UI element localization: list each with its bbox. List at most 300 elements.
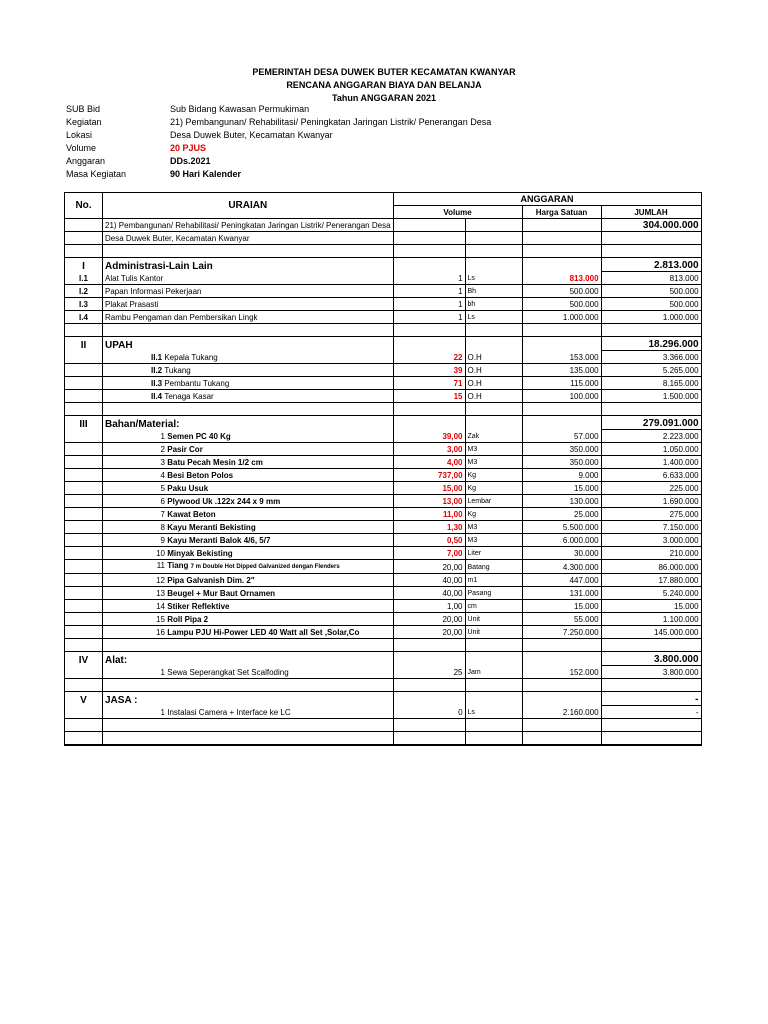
item-unit: Ls [465,706,522,719]
item-label: Batu Pecah Mesin 1/2 cm [167,458,263,467]
meta-value: 20 PJUS [170,143,207,153]
item-price: 9.000 [522,469,601,482]
cell [465,337,522,351]
cell [601,403,701,416]
cell [65,706,103,719]
item-number: 1 [160,708,165,717]
item-price: 813.000 [522,272,601,285]
item-number: 16 [156,628,165,637]
item-label: Tiang [167,561,189,570]
grand-total: 304.000.000 [601,219,701,232]
cell [393,692,465,706]
item-number: 6 [160,497,165,506]
activity-name: 21) Pembangunan/ Rehabilitasi/ Peningkatan Jaringan Listrik/ Penerangan Desa [103,219,394,232]
cell [393,245,465,258]
cell [393,639,465,652]
item-name [103,364,394,377]
col-uraian-header: URAIAN [103,193,394,219]
cell [522,719,601,732]
table-row [65,324,702,337]
item-unit: Bh [465,285,522,298]
cell [65,456,103,469]
item-name [103,521,394,534]
item-name [103,469,394,482]
item-price: 115.000 [522,377,601,390]
item-volume: 40,00 [393,587,465,600]
cell [465,245,522,258]
item-label: Tukang [164,366,191,375]
section-number: II [65,337,103,351]
item-name [103,534,394,547]
item-label: Tenaga Kasar [164,392,214,401]
table-row [65,416,702,430]
cell [465,679,522,692]
item-volume: 40,00 [393,574,465,587]
item-label: Sewa Seperangkat Set Scalfoding [167,668,289,677]
item-number: 9 [160,536,165,545]
item-price: 350.000 [522,456,601,469]
cell [465,732,522,746]
table-row [65,547,702,560]
item-amount: 1.000.000 [601,311,701,324]
item-label: Beugel + Mur Baut Ornamen [167,589,276,598]
budget-table [64,192,702,746]
meta-label: Lokasi [66,130,93,140]
cell [465,258,522,272]
cell [601,719,701,732]
table-row [65,652,702,666]
item-name: Alat Tulis Kantor [103,272,394,285]
cell [465,232,522,245]
table-row [65,534,702,547]
section-number: V [65,692,103,706]
table-row [65,377,702,390]
item-name [103,377,394,390]
item-unit: M3 [465,456,522,469]
cell [65,482,103,495]
table-row [65,521,702,534]
table-row [65,613,702,626]
item-name [103,390,394,403]
section-title: Administrasi-Lain Lain [103,258,394,272]
item-unit: O.H [465,351,522,364]
cell [393,403,465,416]
cell [103,324,394,337]
table-row [65,245,702,258]
item-volume: 7,00 [393,547,465,560]
cell [601,732,701,746]
item-number: 4 [160,471,165,480]
item-number: I.1 [65,272,103,285]
item-amount: 1.500.000 [601,390,701,403]
table-row [65,390,702,403]
table-row [65,430,702,443]
item-volume: 1 [393,285,465,298]
item-volume: 20,00 [393,560,465,574]
cell [522,639,601,652]
item-price: 131.000 [522,587,601,600]
col-jumlah-header: JUMLAH [601,206,701,219]
cell [393,219,465,232]
cell [65,600,103,613]
table-row [65,364,702,377]
table-row [65,508,702,521]
table-row [65,574,702,587]
cell [522,732,601,746]
item-amount: 1.690.000 [601,495,701,508]
item-unit: bh [465,298,522,311]
cell [65,351,103,364]
item-unit: O.H [465,364,522,377]
table-row [65,626,702,639]
table-row [65,351,702,364]
cell [103,403,394,416]
item-name: Plakat Prasasti [103,298,394,311]
item-price: 135.000 [522,364,601,377]
section-total: 279.091.000 [601,416,701,430]
section-number: IV [65,652,103,666]
item-amount: 225.000 [601,482,701,495]
cell [103,719,394,732]
item-label: Instalasi Camera + Interface ke LC [167,708,291,717]
table-row [65,285,702,298]
item-unit: Batang [465,560,522,574]
item-volume: 1,00 [393,600,465,613]
item-unit: m1 [465,574,522,587]
item-unit: Liter [465,547,522,560]
cell [393,652,465,666]
cell [65,495,103,508]
doc-title-3: Tahun ANGGARAN 2021 [331,93,436,103]
cell [393,719,465,732]
table-row [65,692,702,706]
item-unit: M3 [465,521,522,534]
item-number: 1 [160,668,165,677]
cell [601,324,701,337]
item-price: 1.000.000 [522,311,601,324]
item-unit: Ls [465,311,522,324]
section-total: 3.800.000 [601,652,701,666]
item-amount: 210.000 [601,547,701,560]
item-amount: 1.100.000 [601,613,701,626]
meta-value: Sub Bidang Kawasan Permukiman [170,104,310,114]
item-label: Pembantu Tukang [164,379,230,388]
item-price: 4.300.000 [522,560,601,574]
cell [465,692,522,706]
cell [65,679,103,692]
item-label: Stiker Reflektive [167,602,230,611]
item-label: Roll Pipa 2 [167,615,209,624]
item-amount: 6.633.000 [601,469,701,482]
item-volume: 1 [393,272,465,285]
item-label: Kayu Meranti Bekisting [167,523,256,532]
item-price: 5.500.000 [522,521,601,534]
item-unit: O.H [465,377,522,390]
item-unit: Unit [465,626,522,639]
item-amount: 1.400.000 [601,456,701,469]
table-row [65,469,702,482]
meta-label: Masa Kegiatan [66,169,127,179]
cell [465,652,522,666]
item-price: 7.250.000 [522,626,601,639]
item-volume: 13,00 [393,495,465,508]
item-number: 14 [156,602,165,611]
item-label: Paku Usuk [167,484,209,493]
item-name [103,495,394,508]
meta-value: 90 Hari Kalender [170,169,242,179]
item-name [103,613,394,626]
item-number: 13 [156,589,165,598]
cell [65,732,103,746]
table-row [65,719,702,732]
item-price: 152.000 [522,666,601,679]
cell [393,337,465,351]
cell [65,364,103,377]
item-unit: Zak [465,430,522,443]
item-unit: Kg [465,482,522,495]
item-price: 447.000 [522,574,601,587]
item-unit: Kg [465,508,522,521]
item-volume: 0 [393,706,465,719]
item-label: Pipa Galvanish Dim. 2" [167,576,255,585]
item-number: 12 [156,576,165,585]
cell [522,679,601,692]
section-title: UPAH [103,337,394,351]
item-amount: 3.800.000 [601,666,701,679]
item-number: 11 [156,561,165,570]
cell [65,560,103,574]
cell [522,692,601,706]
item-amount: 813.000 [601,272,701,285]
item-amount: 145.000.000 [601,626,701,639]
table-row [65,679,702,692]
item-name [103,351,394,364]
cell [522,219,601,232]
item-name [103,706,394,719]
item-number: I.4 [65,311,103,324]
cell [65,521,103,534]
item-number: 7 [160,510,165,519]
cell [522,245,601,258]
item-volume: 25 [393,666,465,679]
item-label: Minyak Bekisting [167,549,233,558]
item-amount: 3.366.000 [601,351,701,364]
section-title: Bahan/Material: [103,416,394,430]
item-volume: 0,50 [393,534,465,547]
item-volume: 737,00 [393,469,465,482]
item-price: 130.000 [522,495,601,508]
item-name [103,508,394,521]
meta-label: Anggaran [66,156,106,166]
table-row [65,482,702,495]
item-number: 2 [160,445,165,454]
table-row [65,232,702,245]
section-number: I [65,258,103,272]
cell [65,626,103,639]
item-name [103,600,394,613]
cell [65,245,103,258]
item-name [103,443,394,456]
cell [393,232,465,245]
table-row [65,495,702,508]
item-name [103,547,394,560]
item-number: 3 [160,458,165,467]
item-price: 350.000 [522,443,601,456]
item-price: 500.000 [522,298,601,311]
item-amount: 3.000.000 [601,534,701,547]
cell [103,245,394,258]
item-name [103,626,394,639]
item-amount: 500.000 [601,285,701,298]
section-total: 18.296.000 [601,337,701,351]
item-amount: 500.000 [601,298,701,311]
cell [393,732,465,746]
cell [65,613,103,626]
col-no-header: No. [65,193,103,219]
cell [65,666,103,679]
cell [393,416,465,430]
meta-value: Desa Duwek Buter, Kecamatan Kwanyar [170,130,333,140]
item-amount: 2.223.000 [601,430,701,443]
item-volume: 22 [393,351,465,364]
item-price: 2.160.000 [522,706,601,719]
cell [65,390,103,403]
cell [65,232,103,245]
item-number: I.2 [65,285,103,298]
table-row [65,639,702,652]
item-volume: 71 [393,377,465,390]
cell [522,416,601,430]
item-price: 500.000 [522,285,601,298]
item-volume: 20,00 [393,626,465,639]
item-price: 30.000 [522,547,601,560]
item-label: Kepala Tukang [164,353,218,362]
item-unit: Unit [465,613,522,626]
item-name: Rambu Pengaman dan Pembersikan Lingk [103,311,394,324]
item-label: Besi Beton Polos [167,471,234,480]
item-description: 7 m Double Hot Dipped Galvanized dengan Flenders [190,564,340,570]
table-row [65,587,702,600]
cell [103,639,394,652]
cell [465,719,522,732]
cell [65,639,103,652]
cell [65,443,103,456]
cell [465,416,522,430]
item-amount: 7.150.000 [601,521,701,534]
item-price: 15.000 [522,482,601,495]
item-volume: 39 [393,364,465,377]
item-amount: 1.050.000 [601,443,701,456]
item-volume: 1 [393,298,465,311]
cell [465,639,522,652]
section-title: JASA : [103,692,394,706]
item-code: II.2 [151,366,165,375]
cell [65,534,103,547]
cell [393,324,465,337]
cell [522,337,601,351]
section-total: - [601,692,701,706]
cell [65,574,103,587]
cell [65,403,103,416]
item-price: 100.000 [522,390,601,403]
cell [522,324,601,337]
col-volume-header: Volume [393,206,522,219]
item-price: 25.000 [522,508,601,521]
item-label: Kayu Meranti Balok 4/6, 5/7 [167,536,271,545]
section-total: 2.813.000 [601,258,701,272]
table-row [65,600,702,613]
item-unit: O.H [465,390,522,403]
item-price: 15.000 [522,600,601,613]
item-label: Lampu PJU Hi-Power LED 40 Watt all Set ,Solar,Co [167,628,360,637]
item-volume: 20,00 [393,613,465,626]
item-amount: 8.165.000 [601,377,701,390]
cell [601,232,701,245]
table-row [65,272,702,285]
item-label: Plywood Uk .122x 244 x 9 mm [167,497,281,506]
doc-title-1: PEMERINTAH DESA DUWEK BUTER KECAMATAN KWANYAR [252,67,516,77]
meta-value: DDs.2021 [170,156,211,166]
item-number: 15 [156,615,165,624]
section-number: III [65,416,103,430]
table-row [65,443,702,456]
cell [65,547,103,560]
table-row [65,337,702,351]
item-unit: Ls [465,272,522,285]
item-price: 153.000 [522,351,601,364]
meta-value: 21) Pembangunan/ Rehabilitasi/ Peningkatan Jaringan Listrik/ Penerangan Desa [170,117,492,127]
cell [65,719,103,732]
item-name [103,587,394,600]
table-row [65,706,702,719]
table-row [65,311,702,324]
cell [601,679,701,692]
item-amount: 5.265.000 [601,364,701,377]
item-volume: 3,00 [393,443,465,456]
item-amount: 17.880.000 [601,574,701,587]
item-volume: 39,00 [393,430,465,443]
activity-location: Desa Duwek Buter, Kecamatan Kwanyar [103,232,394,245]
item-volume: 4,00 [393,456,465,469]
item-number: 1 [160,432,165,441]
cell [393,258,465,272]
cell [522,232,601,245]
item-unit: Kg [465,469,522,482]
table-row [65,732,702,746]
item-label: Pasir Cor [167,445,203,454]
item-amount: 15.000 [601,600,701,613]
item-price: 55.000 [522,613,601,626]
cell [522,652,601,666]
item-amount: - [601,706,701,719]
cell [522,258,601,272]
item-code: II.3 [151,379,165,388]
cell [65,508,103,521]
table-row [65,219,702,232]
cell [601,245,701,258]
cell [393,679,465,692]
item-unit: M3 [465,534,522,547]
item-number: 8 [160,523,165,532]
table-row [65,560,702,574]
cell [65,324,103,337]
table-row [65,258,702,272]
cell [103,679,394,692]
meta-label: Kegiatan [66,117,102,127]
item-unit: cm [465,600,522,613]
cell [65,430,103,443]
meta-label: Volume [66,143,97,153]
